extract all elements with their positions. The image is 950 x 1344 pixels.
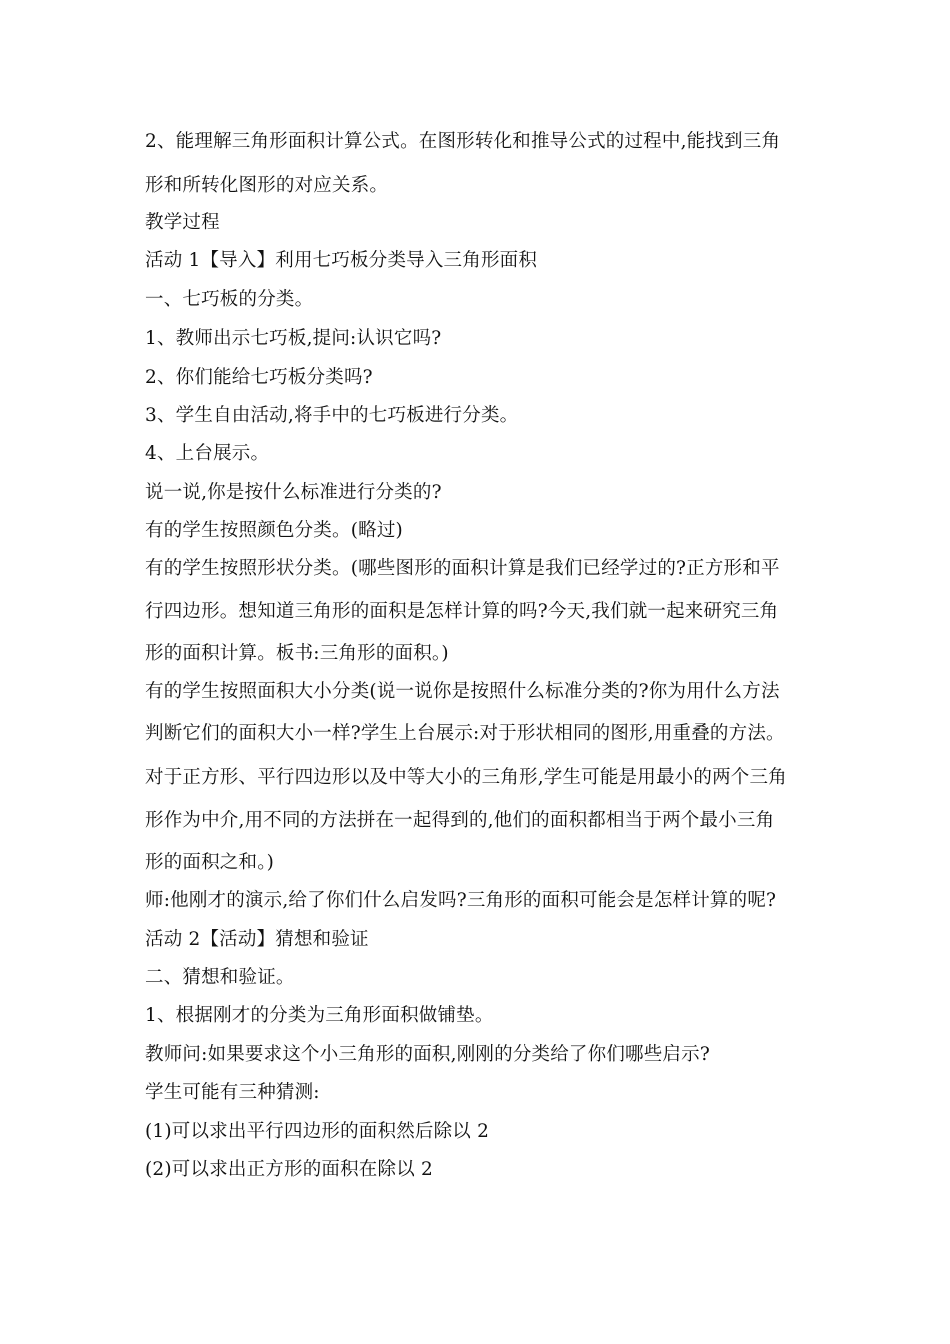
text-line: 形的面积之和。) [145, 852, 275, 873]
text-line: 对于正方形、平行四边形以及中等大小的三角形,学生可能是用最小的两个三角 [145, 767, 787, 788]
text-line: 1、根据刚才的分类为三角形面积做铺垫。 [145, 1005, 494, 1026]
text-line: 形的面积计算。板书:三角形的面积。) [145, 643, 449, 664]
section-heading: 教学过程 [145, 212, 220, 233]
text-line: 2、能理解三角形面积计算公式。在图形转化和推导公式的过程中,能找到三角 [145, 131, 781, 152]
text-line: 学生可能有三种猜测: [145, 1082, 320, 1103]
text-line: 形作为中介,用不同的方法拼在一起得到的,他们的面积都相当于两个最小三角 [145, 810, 775, 831]
text-line: 说一说,你是按什么标准进行分类的? [145, 482, 442, 503]
text-line: 二、猜想和验证。 [145, 967, 295, 988]
text-line: 有的学生按照面积大小分类(说一说你是按照什么标准分类的?你为用什么方法 [145, 681, 780, 702]
text-line: 有的学生按照颜色分类。(略过) [145, 520, 403, 541]
text-line: 1、教师出示七巧板,提问:认识它吗? [145, 328, 442, 349]
text-line: 形和所转化图形的对应关系。 [145, 175, 389, 196]
text-line: 2、你们能给七巧板分类吗? [145, 367, 373, 388]
text-line: (2)可以求出正方形的面积在除以 2 [145, 1159, 433, 1180]
text-line: 一、七巧板的分类。 [145, 289, 314, 310]
text-line: 行四边形。想知道三角形的面积是怎样计算的吗?今天,我们就一起来研究三角 [145, 601, 779, 622]
text-line: 4、上台展示。 [145, 443, 270, 464]
text-line: (1)可以求出平行四边形的面积然后除以 2 [145, 1121, 490, 1142]
text-line: 有的学生按照形状分类。(哪些图形的面积计算是我们已经学过的?正方形和平 [145, 558, 780, 579]
text-line: 教师问:如果要求这个小三角形的面积,刚刚的分类给了你们哪些启示? [145, 1044, 710, 1065]
text-line: 判断它们的面积大小一样?学生上台展示:对于形状相同的图形,用重叠的方法。 [145, 723, 785, 744]
activity-heading: 活动 2【活动】猜想和验证 [145, 929, 369, 950]
text-line: 师:他刚才的演示,给了你们什么启发吗?三角形的面积可能会是怎样计算的呢? [145, 890, 777, 911]
text-line: 3、学生自由活动,将手中的七巧板进行分类。 [145, 405, 519, 426]
activity-heading: 活动 1【导入】利用七巧板分类导入三角形面积 [145, 250, 538, 271]
